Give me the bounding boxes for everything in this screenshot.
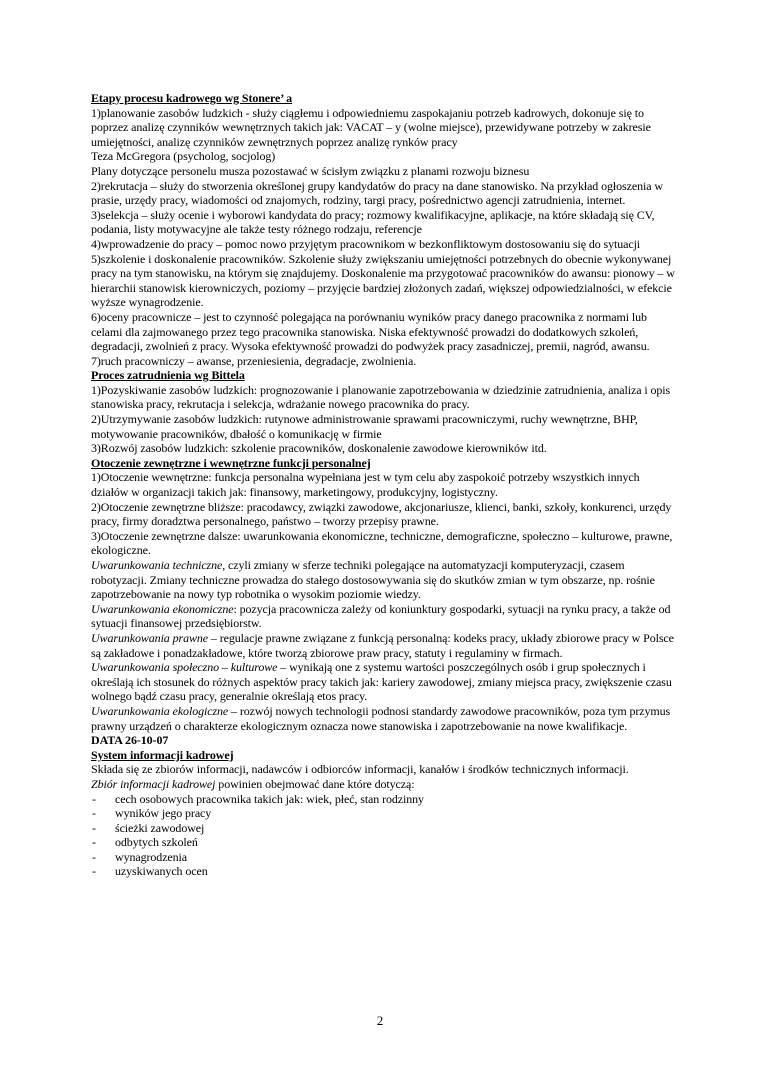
- paragraph: 3)Rozwój zasobów ludzkich: szkolenie pracowników, doskonalenie zawodowe kierowników itd.: [91, 441, 547, 456]
- paragraph: 6)oceny pracownicze – jest to czynność polegająca na porównaniu wyników pracy danego pracownika z normami lub celami dla zajmowanego przez tego pracownika stanowiska. Niska efektywność prowadzi do dodatkowych szkoleń, degradacji, zwolnień z pracy. Wysoka efektywność prowadzi do podwyżek pracy zasadniczej, premii, nagród, awansu.: [91, 309, 650, 354]
- paragraph: 2)rekrutacja – służy do stworzenia określonej grupy kandydatów do pracy na dane stanowisko. Na przykład ogłoszenia w prasie, urzędy pracy, wiadomości od znajomych, rodziny, targi pracy, pośrednictwo agencji zatrudnienia, internet.: [91, 178, 663, 208]
- term-legal: Uwarunkowania prawne: [91, 630, 209, 645]
- paragraph: 1)planowanie zasobów ludzkich - służy ciągłemu i odpowiedniemu zaspokajaniu potrzeb kadrowych, dokonuje się to poprzez analizę czynników wewnętrznych takich jak: VACAT – y (wolne miejsce), przewidywane potrzeby w zakresie umiejętności, analizę czynników zewnętrznych poprzez analizę rynków pracy: [91, 105, 651, 149]
- paragraph-text: , czyli zmiany w sferze techniki polegające na automatyzacji komputeryzacji, czasem robotyzacji. Zmiany techniczne prowadza do stałego dostosowywania się do skutków zmian w tym obszarze, np. rośnie zapotrzebowanie na nowy typ robotnika o wysokim poziomie wiedzy.: [91, 558, 655, 602]
- term-social-cultural: Uwarunkowania społeczno – kulturowe: [91, 660, 278, 675]
- paragraph-text: – rozwój nowych technologii podnosi standardy zawodowe pracowników, poza tym przymus prawny urządzeń o charakterze ekologicznym oznacza nowe stanowiska i zapotrzebowanie na nowe kwalifikacje.: [91, 703, 671, 733]
- term-economic: Uwarunkowania ekonomiczne: [91, 601, 234, 616]
- paragraph: [91, 660, 677, 704]
- paragraph: 2)Otoczenie zewnętrzne bliższe: pracodawcy, związki zawodowe, akcjonariusze, klienci, banki, szkoły, konkurenci, urzędy pracy, firmy doradztwa personalnego, państwo – tworzy przepisy prawne.: [91, 499, 672, 529]
- list-item: - wynagrodzenia: [91, 850, 677, 865]
- paragraph: 1)Pozyskiwanie zasobów ludzkich: prognozowanie i planowanie zapotrzebowania w dziedzinie zatrudnienia, analiza i opis stanowiska pracy, rekrutacja i selekcja, wdrażanie nowego pracownika do pracy.: [91, 382, 671, 412]
- list-item: - odbytych szkoleń: [91, 835, 677, 850]
- paragraph: [91, 704, 677, 733]
- paragraph: [91, 602, 677, 631]
- section-heading-stoner: Etapy procesu kadrowego wg Stonere’ a: [91, 91, 293, 105]
- paragraph: 3)selekcja – służy ocenie i wyborowi kandydata do pracy; rozmowy kwalifikacyjne, aplikacje, na które składają się CV, podania, listy motywacyjne ale także testy różnego rodzaju, referencje: [91, 207, 655, 237]
- paragraph: 1)Otoczenie wewnętrzne: funkcja personalna wypełniana jest w tym celu aby zaspokoić potrzeby wszystkich innych działów w organizacji takich jak: finansowy, marketingowy, produkcyjny, logistyczny.: [91, 470, 640, 500]
- list-item: - wyników jego pracy: [91, 806, 677, 821]
- section-heading-bittel: Proces zatrudnienia wg Bittela: [91, 368, 245, 383]
- data-list: [91, 792, 677, 880]
- paragraph: Plany dotyczące personelu musza pozostawać w ścisłym związku z planami rozwoju biznesu: [91, 163, 530, 178]
- paragraph-text: powinien obejmować dane które dotyczą:: [215, 776, 415, 791]
- page-number: 2: [376, 1013, 384, 1028]
- paragraph: [91, 558, 677, 602]
- paragraph-text: : pozycja pracownicza zależy od koniunktury gospodarki, sytuacji na rynku pracy, a także od sytuacji finansowej przedsiębiorstw.: [91, 601, 671, 631]
- paragraph-text: – regulacje prawne związane z funkcją personalną: kodeks pracy, układy zbiorowe pracy w Polsce są zakładowe i ponadzakładowe, które tworzą zbiorowe praw pracy, statuty i regulaminy w firmach.: [91, 630, 674, 660]
- document-body: [91, 91, 677, 879]
- paragraph: Składa się ze zbiorów informacji, nadawców i odbiorców informacji, kanałów i środków technicznych informacji.: [91, 762, 629, 777]
- date-line: DATA 26-10-07: [91, 733, 169, 748]
- paragraph: 5)szkolenie i doskonalenie pracowników. Szkolenie służy zwiększaniu umiejętności potrzebnych do obecnie wykonywanej pracy na tym stanowisku, na którym się znajdujemy. Doskonalenie ma przygotować pracowników do awansu: pionowy – w hierarchii stanowisk kierowniczych, poziomy – przyjęcie bardziej złożonych zadań, większej odpowiedzialności, w efekcie wyższe wynagrodzenie.: [91, 251, 675, 310]
- paragraph-text: – wynikają one z systemu wartości poszczególnych osób i grup społecznych i określają ich stosunek do różnych aspektów pracy takich jak: kariery zawodowej, zmiany miejsca pracy, zwiększenie czasu wolnego bądź czasu pracy, generalnie określają etos pracy.: [91, 660, 672, 704]
- list-item: - uzyskiwanych ocen: [91, 864, 677, 879]
- paragraph: 7)ruch pracowniczy – awanse, przeniesienia, degradacje, zwolnienia.: [91, 353, 417, 368]
- term-ecological: Uwarunkowania ekologiczne: [91, 703, 229, 718]
- paragraph: 2)Utrzymywanie zasobów ludzkich: rutynowe administrowanie sprawami pracowniczymi, ruchy wewnętrzne, BHP, motywowanie pracowników, dbałość o komunikację w firmie: [91, 412, 638, 441]
- term-hr-info-set: Zbiór informacji kadrowej: [91, 776, 216, 791]
- section-heading-environment: Otoczenie zewnętrzne i wewnętrzne funkcji personalnej: [91, 455, 371, 470]
- term-technical: Uwarunkowania techniczne: [91, 558, 223, 572]
- section-heading-hr-info-system: System informacji kadrowej: [91, 747, 234, 762]
- paragraph: Teza McGregora (psycholog, socjolog): [91, 149, 276, 164]
- paragraph: [91, 631, 677, 660]
- paragraph: 3)Otoczenie zewnętrzne dalsze: uwarunkowania ekonomiczne, techniczne, demograficzne, społeczno – kulturowe, prawne, ekologiczne.: [91, 528, 673, 558]
- paragraph: [91, 777, 677, 792]
- list-item: - cech osobowych pracownika takich jak: wiek, płeć, stan rodzinny: [91, 792, 677, 807]
- list-item: - ścieżki zawodowej: [91, 821, 677, 836]
- paragraph: 4)wprowadzenie do pracy – pomoc nowo przyjętym pracownikom w bezkonfliktowym dostosowaniu się do sytuacji: [91, 236, 641, 251]
